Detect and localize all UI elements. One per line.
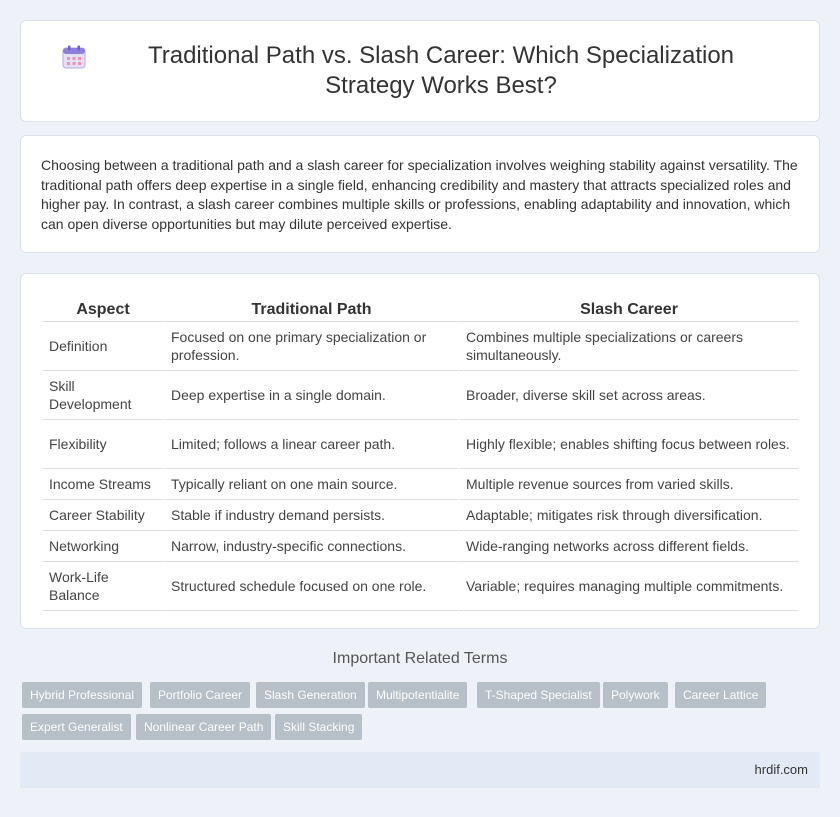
row-traditional: Deep expertise in a single domain.: [163, 371, 458, 420]
related-terms-title: Important Related Terms: [332, 650, 508, 667]
table-row: [43, 371, 798, 420]
tag-portfolio-career[interactable]: Portfolio Career: [150, 682, 250, 708]
row-traditional: Limited; follows a linear career path.: [163, 420, 458, 469]
row-traditional: Focused on one primary specialization or profession.: [163, 322, 458, 371]
row-traditional: Narrow, industry-specific connections.: [163, 531, 458, 562]
tag-t-shaped-specialist[interactable]: T-Shaped Specialist: [477, 682, 600, 708]
tag-skill-stacking[interactable]: Skill Stacking: [275, 714, 362, 740]
header-slash: Slash Career: [458, 294, 798, 322]
row-aspect: Definition: [43, 322, 163, 371]
row-traditional: Typically reliant on one main source.: [163, 469, 458, 500]
tag-nonlinear-career-path[interactable]: Nonlinear Career Path: [136, 714, 271, 740]
table-row: [43, 420, 798, 469]
table-header-row: [43, 294, 798, 322]
table-row: [43, 562, 798, 611]
row-aspect: Flexibility: [43, 420, 163, 469]
row-traditional: Structured schedule focused on one role.: [163, 562, 458, 611]
comparison-table: [43, 294, 798, 611]
row-aspect: Skill Development: [43, 371, 163, 420]
calendar-icon: [61, 44, 87, 70]
row-aspect: Income Streams: [43, 469, 163, 500]
table-row: [43, 322, 798, 371]
row-slash: Adaptable; mitigates risk through diversification.: [458, 500, 798, 531]
row-slash: Combines multiple specializations or careers simultaneously.: [458, 322, 798, 371]
footer: [20, 752, 820, 788]
header-traditional: Traditional Path: [163, 294, 458, 322]
row-traditional: Stable if industry demand persists.: [163, 500, 458, 531]
row-aspect: Work-Life Balance: [43, 562, 163, 611]
title-wrap: [21, 41, 819, 101]
row-slash: Variable; requires managing multiple commitments.: [458, 562, 798, 611]
row-slash: Broader, diverse skill set across areas.: [458, 371, 798, 420]
comparison-card: [20, 273, 820, 629]
tag-hybrid-professional[interactable]: Hybrid Professional: [22, 682, 142, 708]
row-slash: Multiple revenue sources from varied skills.: [458, 469, 798, 500]
intro-text: Choosing between a traditional path and a slash career for specialization involves weighing stability against versatility. The traditional path offers deep expertise in a single field, enhancing credibility and mastery that attracts specialized roles and higher pay. In contrast, a slash career combines multiple skills or professions, enabling adaptability and innovation, which can open diverse opportunities but may dilute perceived expertise.: [41, 157, 798, 232]
row-aspect: Networking: [43, 531, 163, 562]
tag-slash-generation[interactable]: Slash Generation: [256, 682, 365, 708]
tag-career-lattice[interactable]: Career Lattice: [675, 682, 766, 708]
footer-site[interactable]: hrdif.com: [754, 762, 808, 777]
header-aspect: Aspect: [43, 294, 163, 322]
table-row: [43, 531, 798, 562]
page-title: Traditional Path vs. Slash Career: Which Specialization Strategy Works Best?: [147, 42, 735, 99]
row-aspect: Career Stability: [43, 500, 163, 531]
tag-multipotentialite[interactable]: Multipotentialite: [368, 682, 467, 708]
intro-card: [20, 135, 820, 253]
tag-polywork[interactable]: Polywork: [603, 682, 668, 708]
table-row: [43, 469, 798, 500]
row-slash: Wide-ranging networks across different fields.: [458, 531, 798, 562]
title-card: [20, 20, 820, 122]
tag-expert-generalist[interactable]: Expert Generalist: [22, 714, 131, 740]
row-slash: Highly flexible; enables shifting focus between roles.: [458, 420, 798, 469]
table-row: [43, 500, 798, 531]
